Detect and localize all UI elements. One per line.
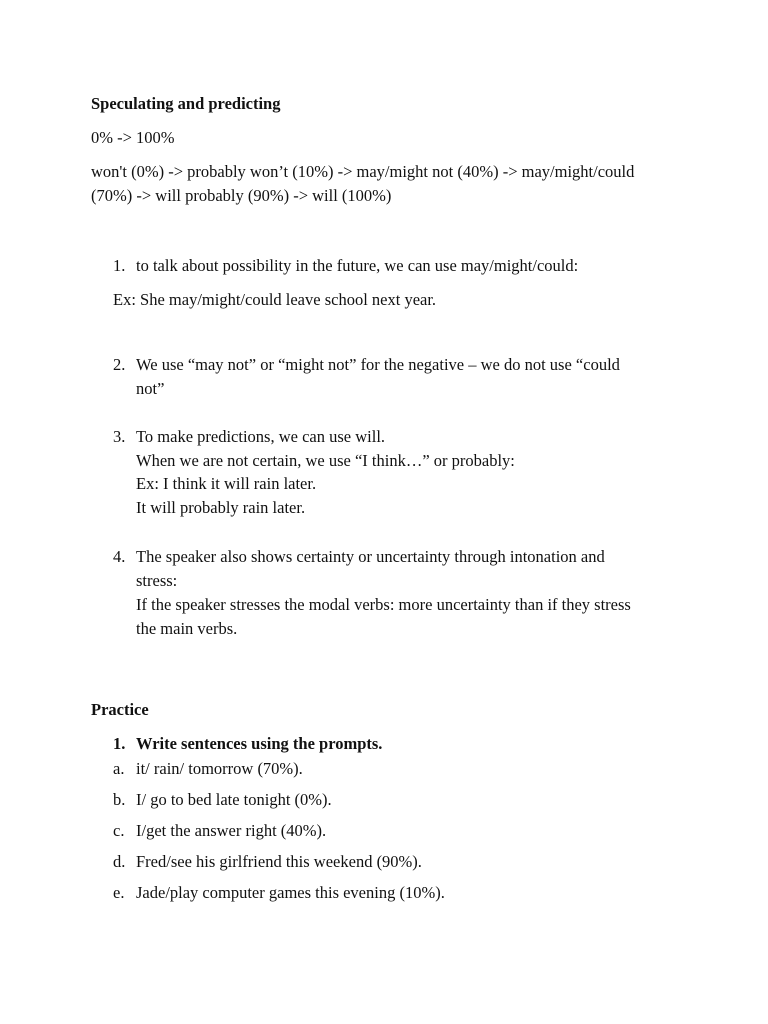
scale-summary: 0% -> 100% (91, 128, 175, 147)
list-item-letter: b. (113, 790, 126, 809)
rule-text: The speaker also shows certainty or uncertainty through intonation and (136, 547, 605, 566)
section-heading: Speculating and predicting (91, 94, 281, 113)
task-number: 1. (113, 734, 126, 753)
scale-detail-line-1: won't (0%) -> probably won’t (10%) -> may/might not (40%) -> may/might/could (91, 162, 635, 181)
list-item: Jade/play computer games this evening (10%). (136, 883, 445, 902)
rule-text: to talk about possibility in the future, we can use may/might/could: (136, 256, 579, 275)
list-item: I/ go to bed late tonight (0%). (136, 790, 332, 809)
task-instruction: Write sentences using the prompts. (136, 734, 383, 753)
list-item: Fred/see his girlfriend this weekend (90%). (136, 852, 422, 871)
rule-number: 3. (113, 427, 126, 446)
rule-text: the main verbs. (136, 619, 238, 638)
rule-text: When we are not certain, we use “I think…” or probably: (136, 451, 515, 470)
rule-text: stress: (136, 571, 178, 590)
rule-text: not” (136, 379, 165, 398)
practice-heading: Practice (91, 700, 149, 719)
rule-text: We use “may not” or “might not” for the negative – we do not use “could (136, 355, 620, 374)
list-item-letter: e. (113, 883, 125, 902)
list-item: it/ rain/ tomorrow (70%). (136, 759, 303, 778)
rule-text: To make predictions, we can use will. (136, 427, 386, 446)
list-item-letter: a. (113, 759, 125, 778)
rule-text: If the speaker stresses the modal verbs: more uncertainty than if they stress (136, 595, 631, 614)
rule-number: 2. (113, 355, 126, 374)
scale-detail-line-2: (70%) -> will probably (90%) -> will (100%) (91, 186, 392, 205)
rule-number: 4. (113, 547, 126, 566)
list-item-letter: c. (113, 821, 125, 840)
rule-example: It will probably rain later. (136, 498, 306, 517)
list-item: I/get the answer right (40%). (136, 821, 327, 840)
list-item-letter: d. (113, 852, 126, 871)
rule-example: Ex: She may/might/could leave school next year. (113, 290, 437, 309)
rule-number: 1. (113, 256, 126, 275)
rule-example: Ex: I think it will rain later. (136, 474, 317, 493)
